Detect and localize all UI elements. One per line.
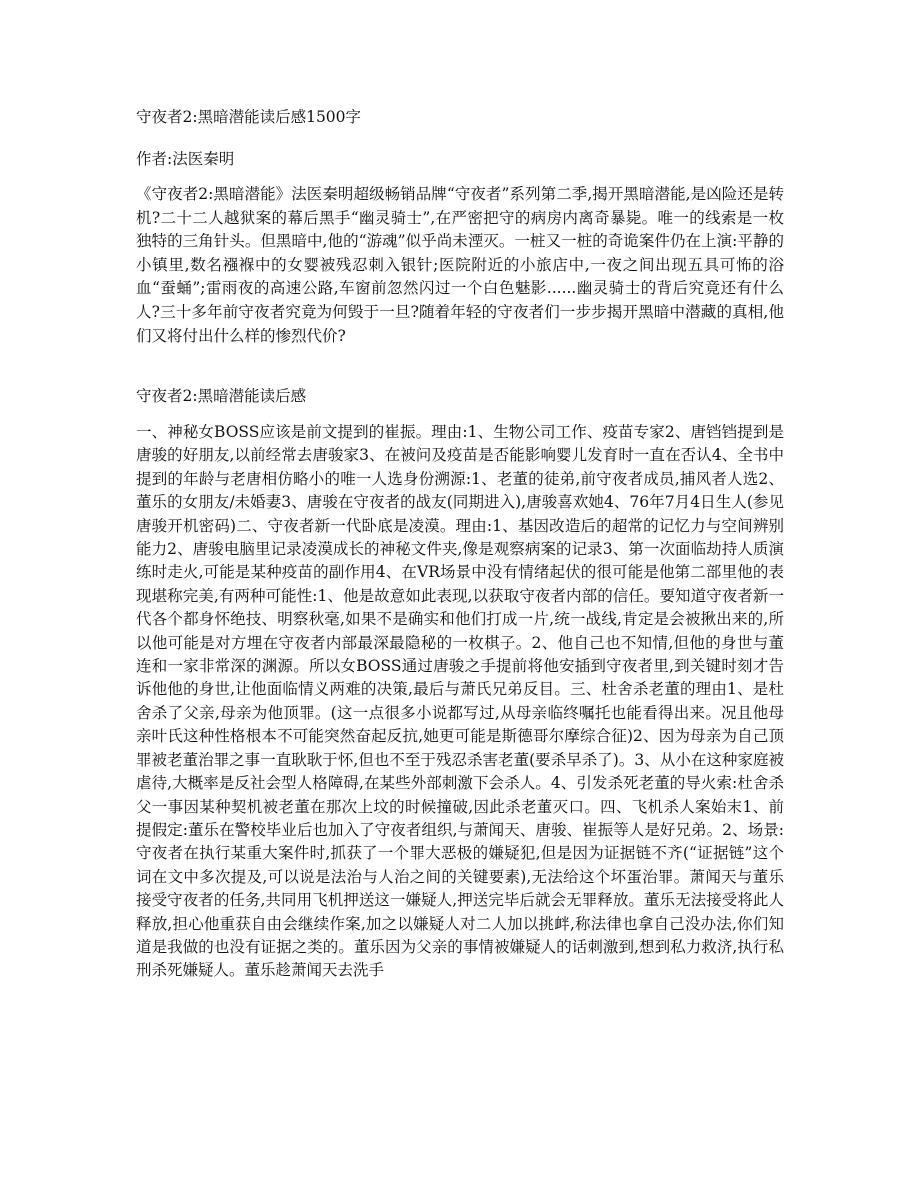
section-heading: 守夜者2:黑暗潜能读后感 [136,387,307,405]
document-title: 守夜者2:黑暗潜能读后感1500字 [136,108,362,126]
body-paragraph: 一、神秘女BOSS应该是前文提到的崔振。理由:1、生物公司工作、疫苗专家2、唐铛铛提到是唐骏的好朋友,以前经常去唐骏家3、在被问及疫苗是否能影响婴儿发育时一直在否认4、全书中提到的年龄与老唐相仿略小的唯一人选身份溯源:1、老董的徒弟,前守夜者成员,捕风者人选2、董乐的女朋友/未婚妻3、唐骏在守夜者的战友(同期进入),唐骏喜欢她4、76年7月4日生人(参见唐骏开机密码)二、守夜者新一代卧底是凌漠。理由:1、基因改造后的超常的记忆力与空间辨别能力2、唐骏电脑里记录凌漠成长的神秘文件夹,像是观察病案的记录3、第一次面临劫持人质演练时走火,可能是某种疫苗的副作用4、在VR场景中没有情绪起伏的很可能是他第二部里他的表现堪称完美,有两种可能性:1、他是故意如此表现,以获取守夜者内部的信任。要知道守夜者新一代各个都身怀绝技、明察秋毫,如果不是确实和他们打成一片,统一战线,肯定是会被揪出来的,所以他可能是对方埋在守夜者内部最深最隐秘的一枚棋子。2、他自己也不知情,但他的身世与董连和一家非常深的渊源。所以女BOSS通过唐骏之手提前将他安插到守夜者里,到关键时刻才告诉他他的身世,让他面临情义两难的决策,最后与萧氏兄弟反目。三、杜舍杀老董的理由1、是杜舍杀了父亲,母亲为他顶罪。(这一点很多小说都写过,从母亲临终嘱托也能看得出来。况且他母亲叶氏这种性格根本不可能突然奋起反抗,她更可能是斯德哥尔摩综合征)2、因为母亲为自己顶罪被老董治罪之事一直耿耿于怀,但也不至于残忍杀害老董(要杀早杀了)。3、从小在这种家庭被虐待,大概率是反社会型人格障碍,在某些外部刺激下会杀人。4、引发杀死老董的导火索:杜舍杀父一事因某种契机被老董在那次上坟的时候撞破,因此杀老董灭口。四、飞机杀人案始末1、前提假定:董乐在警校毕业后也加入了守夜者组织,与萧闻天、唐骏、崔振等人是好兄弟。2、场景:守夜者在执行某重大案件时,抓获了一个罪大恶极的嫌疑犯,但是因为证据链不齐(“证据链”这个词在文中多次提及,可以说是法治与人治之间的关键要素),无法给这个坏蛋治罪。萧闻天与董乐接受守夜者的任务,共同用飞机押送这一嫌疑人,押送完毕后就会无罪释放。董乐无法接受将此人释放,担心他重获自由会继续作案,加之以嫌疑人对二人加以挑衅,称法律也拿自己没办法,你们知道是我做的也没有证据之类的。董乐因为父亲的事情被嫌疑人的话刺激到,想到私力救济,执行私刑杀死嫌疑人。董乐趁萧闻天去洗手 [136,423,784,980]
author-line: 作者:法医秦明 [136,150,235,168]
intro-paragraph: 《守夜者2:黑暗潜能》法医秦明超级畅销品牌“守夜者”系列第二季,揭开黑暗潜能,是凶险还是转机?二十二人越狱案的幕后黑手“幽灵骑士”,在严密把守的病房内离奇暴毙。唯一的线索是一枚独特的三角针头。但黑暗中,他的“游魂”似乎尚未湮灭。一桩又一桩的奇诡案件仍在上演:平静的小镇里,数名襁褓中的女婴被残忍刺入银针;医院附近的小旅店中,一夜之间出现五具可怖的浴血“蚕蛹”;雷雨夜的高速公路,车窗前忽然闪过一个白色魅影......幽灵骑士的背后究竟还有什么人?三十多年前守夜者究竟为何毁于一旦?随着年轻的守夜者们一步步揭开黑暗中潜藏的真相,他们又将付出什么样的惨烈代价? [136,185,784,345]
